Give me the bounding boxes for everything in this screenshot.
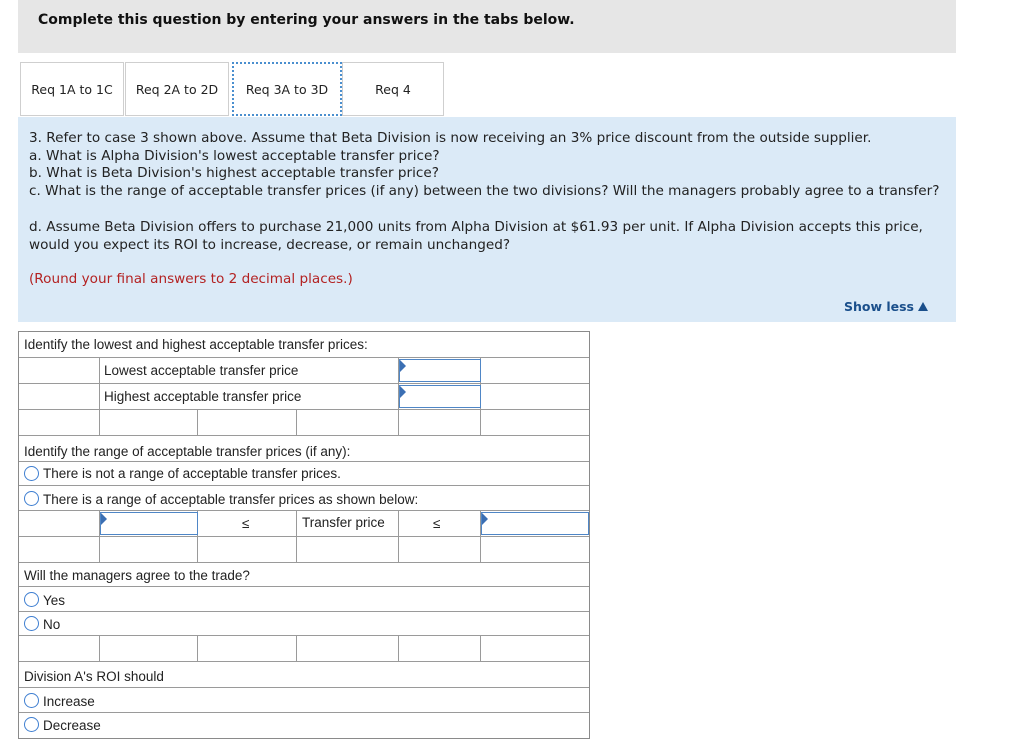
decrease-option[interactable]: Decrease	[43, 718, 101, 733]
range-high-input[interactable]	[481, 512, 589, 535]
rounding-note: (Round your final answers to 2 decimal places.)	[29, 271, 353, 287]
highest-row	[19, 384, 589, 410]
question-part-d: d. Assume Beta Division offers to purchase 21,000 units from Alpha Division at $61.93 per unit. If Alpha Division accepts this price, would you expect its ROI to increase, decrease, or remain unchanged?	[29, 219, 923, 253]
no-range-option[interactable]: There is not a range of acceptable transfer prices.	[43, 466, 341, 481]
show-less-link[interactable]	[844, 299, 928, 314]
yes-option[interactable]: Yes	[43, 593, 66, 608]
question-panel	[18, 117, 956, 322]
yes-row	[19, 587, 589, 612]
instruction-header	[18, 0, 956, 53]
no-range-radio[interactable]	[24, 466, 39, 481]
agree-label: Will the managers agree to the trade?	[24, 568, 250, 583]
identify-label: Identify the lowest and highest acceptable transfer prices:	[24, 337, 368, 352]
triangle-up-icon	[918, 302, 928, 311]
tab-req-3a-3d[interactable]: Req 3A to 3D	[232, 62, 342, 116]
highest-price-input[interactable]	[399, 385, 481, 408]
increase-option[interactable]: Increase	[43, 694, 95, 709]
answer-grid	[18, 331, 590, 739]
tab-req-4[interactable]: Req 4	[342, 62, 444, 116]
lowest-row	[19, 358, 589, 384]
range-low-input[interactable]	[100, 512, 198, 535]
range-input-row	[19, 511, 589, 537]
no-radio[interactable]	[24, 616, 39, 631]
no-row	[19, 612, 589, 636]
blank-row-1	[19, 410, 589, 436]
range-option[interactable]: There is a range of acceptable transfer prices as shown below:	[43, 492, 419, 507]
transfer-price-label: Transfer price	[302, 515, 385, 530]
range-label-row	[19, 436, 589, 462]
lowest-label: Lowest acceptable transfer price	[104, 363, 299, 378]
identify-row	[19, 332, 589, 358]
question-intro: 3. Refer to case 3 shown above. Assume that Beta Division is now receiving an 3% price discount from the outside supplier.	[29, 130, 872, 146]
lte-symbol-left: ≤	[242, 516, 250, 531]
blank-row-3	[19, 636, 589, 662]
no-option[interactable]: No	[43, 617, 61, 632]
decrease-radio[interactable]	[24, 717, 39, 732]
roi-label: Division A's ROI should	[24, 669, 164, 684]
tab-req-2a-2d[interactable]: Req 2A to 2D	[125, 62, 229, 116]
blank-row-2	[19, 537, 589, 563]
increase-radio[interactable]	[24, 693, 39, 708]
roi-label-row	[19, 662, 589, 688]
question-part-c: c. What is the range of acceptable transfer prices (if any) between the two divisions? Will the managers probably agree to a transfer?	[29, 183, 940, 199]
question-part-b: b. What is Beta Division's highest acceptable transfer price?	[29, 165, 439, 181]
tab-req-1a-1c[interactable]: Req 1A to 1C	[20, 62, 124, 116]
range-radio[interactable]	[24, 491, 39, 506]
no-range-row	[19, 462, 589, 486]
yes-radio[interactable]	[24, 592, 39, 607]
agree-label-row	[19, 563, 589, 587]
highest-label: Highest acceptable transfer price	[104, 389, 302, 404]
question-part-a: a. What is Alpha Division's lowest acceptable transfer price?	[29, 148, 440, 164]
range-row	[19, 486, 589, 511]
range-label: Identify the range of acceptable transfer prices (if any):	[24, 444, 351, 459]
show-less-label[interactable]: Show less	[843, 299, 914, 314]
lowest-price-input[interactable]	[399, 359, 481, 382]
decrease-row	[19, 713, 589, 738]
increase-row	[19, 688, 589, 713]
instruction-title: Complete this question by entering your answers in the tabs below.	[38, 12, 575, 28]
lte-symbol-right: ≤	[433, 516, 441, 531]
